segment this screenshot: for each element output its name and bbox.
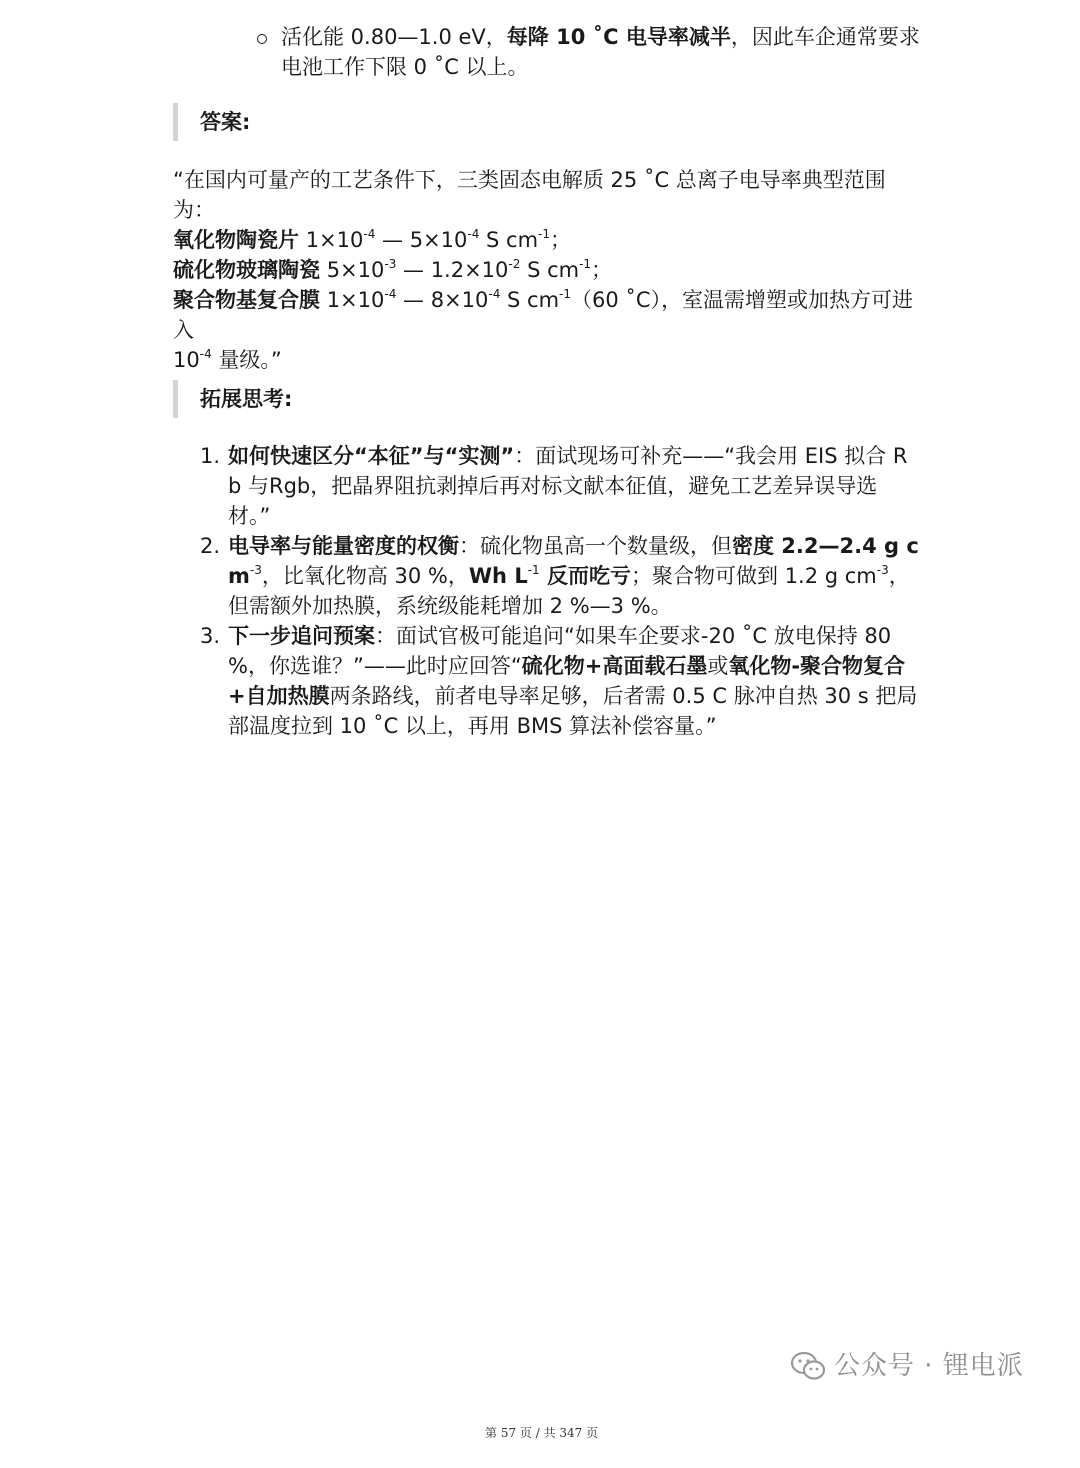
- list-item: 3. 下一步追问预案：面试官极可能追问“如果车企要求-20 ˚C 放电保持 80 %，你选谁？”——此时应回答“硫化物+高面载石墨或氧化物-聚合物复合 +自加热膜两条路线，前者电导率足够，后者需 0.5 C 脉冲自热 30 s 把局 部温度拉到 10 ˚C 以上，再用 BMS 算法补偿容量。”: [200, 621, 935, 741]
- list-number: 1.: [200, 444, 221, 468]
- list-item: 2. 电导率与能量密度的权衡：硫化物虽高一个数量级，但密度 2.2—2.4 g c $m^{-3}$，比氧化物高 30 %，Wh $L^{-1}$ 反而吃亏；聚合物可做到 1.2 g $cm^{-3}$， 但需额外加热膜，系统级能耗增加 2 %—3 %。: [200, 531, 935, 621]
- page-footer: [0, 1424, 1080, 1442]
- answer-body: “在国内可量产的工艺条件下，三类固态电解质 25 ˚C 总离子电导率典型范围 为： 氧化物陶瓷片 $1\times 10^{-4}$ — $5\times 10^{-4}$ S $cm^{-1}$； 硫化物玻璃陶瓷 $5\times 10^{-3}$ — $1.2\times 10^{-2}$ S $cm^{-1}$； 聚合物基复合膜 $1\times 10^{-4}$ — $8\times 10^{-4}$ S $cm^{-1}(60$ ˚C），室温需增塑或加热方可进入 $10^{-4}$ 量级。”: [173, 165, 933, 375]
- heading-label: 答案:: [200, 110, 251, 134]
- ordered-list: [200, 441, 935, 741]
- list-number: 3.: [200, 624, 221, 648]
- answer-intro: “在国内可量产的工艺条件下，三类固态电解质 25 ˚C 总离子电导率典型范围: [173, 168, 886, 192]
- watermark-text: 公众号 · 锂电派: [834, 1351, 1024, 1381]
- heading-bar: [173, 380, 178, 418]
- answer-oxide: 氧化物陶瓷片 $1\times 10^{-4}$ — $5\times 10^{-4}$ S $cm^{-1}$；: [173, 227, 571, 252]
- page-number: 第 57 页 / 共 347 页: [485, 1426, 599, 1440]
- list-number: 2.: [200, 534, 221, 558]
- bullet-text: 活化能 0.80—1.0 eV，每降 10 ˚C 电导率减半，因此车企通常要求 电池工作下限 0 ˚C 以上。: [281, 25, 920, 79]
- wechat-icon: [790, 1350, 826, 1382]
- answer-sulfide: 硫化物玻璃陶瓷 $5\times 10^{-3}$ — $1.2\times 10^{-2}$ S $cm^{-1}$；: [173, 257, 613, 282]
- answer-heading: [173, 103, 573, 141]
- answer-polymer: 聚合物基复合膜 $1\times 10^{-4}$ — $8\times 10^{-4}$ S $cm^{-1}(60$ ˚C），室温需增塑或加热方可进入: [173, 287, 914, 342]
- heading-label: 拓展思考:: [200, 387, 293, 411]
- list-item: 1. 如何快速区分“本征”与“实测”：面试现场可补充——“我会用 EIS 拟合 R b 与Rgb，把晶界阻抗剥掉后再对标文献本征值，避免工艺差异误导选 材。”: [200, 441, 935, 531]
- watermark: [790, 1348, 1060, 1384]
- extension-heading: [173, 380, 573, 418]
- heading-bar: [173, 103, 178, 141]
- hollow-bullet-icon: [257, 34, 267, 44]
